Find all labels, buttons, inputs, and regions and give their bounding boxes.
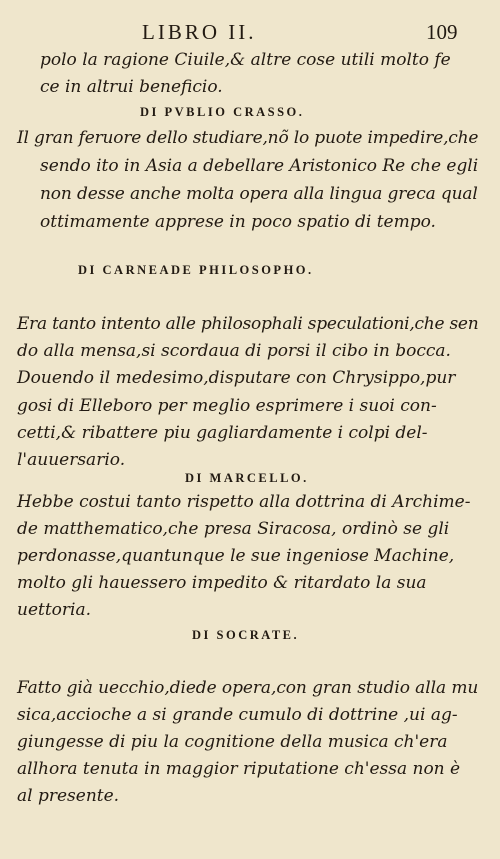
text-line: gosi di Elleboro per meglio esprimere i suoi con- bbox=[17, 396, 437, 416]
section-heading: DI MARCELLO. bbox=[185, 471, 309, 485]
section-heading: DI PVBLIO CRASSO. bbox=[140, 105, 305, 119]
text-line: sendo ito in Asia a debellare Aristonico Re che egli bbox=[40, 156, 479, 176]
page-header bbox=[0, 20, 500, 50]
text-line: l'auuersario. bbox=[17, 450, 126, 470]
page-number: 109 bbox=[426, 20, 458, 44]
text-line: de matthematico,che presa Siracosa, ordinò se gli bbox=[17, 519, 450, 539]
text-line: Il gran feruore dello studiare,nõ lo puote impedire,che bbox=[17, 128, 479, 148]
text-line: cetti,& ribattere piu gagliardamente i colpi del- bbox=[17, 423, 428, 443]
section-heading: DI SOCRATE. bbox=[192, 628, 300, 642]
text-line: Fatto già uecchio,diede opera,con gran studio alla mu bbox=[17, 678, 479, 698]
text-line: Hebbe costui tanto rispetto alla dottrina di Archime- bbox=[17, 492, 471, 512]
text-line: non desse anche molta opera alla lingua greca qual bbox=[40, 184, 478, 204]
text-line: al presente. bbox=[17, 786, 120, 806]
text-line: allhora tenuta in maggior riputatione ch'essa non è bbox=[17, 759, 461, 779]
text-line: ce in altrui beneficio. bbox=[40, 77, 223, 97]
text-line: sica,accioche a si grande cumulo di dottrine ,ui ag- bbox=[17, 705, 458, 725]
section-heading: DI CARNEADE PHILOSOPHO. bbox=[78, 263, 314, 277]
text-line: do alla mensa,si scordaua di porsi il cibo in bocca. bbox=[17, 341, 451, 361]
running-head: LIBRO II. bbox=[142, 20, 257, 44]
text-line: giungesse di piu la cognitione della musica ch'era bbox=[17, 732, 448, 752]
text-line: Douendo il medesimo,disputare con Chrysippo,pur bbox=[17, 368, 456, 388]
text-line: perdonasse,quantunque le sue ingeniose Machine, bbox=[17, 546, 455, 566]
text-line: polo la ragione Ciuile,& altre cose utili molto fe bbox=[40, 50, 451, 70]
text-line: ottimamente apprese in poco spatio di tempo. bbox=[40, 212, 436, 232]
text-line: Era tanto intento alle philosophali speculationi,che sen bbox=[17, 314, 479, 334]
text-line: molto gli hauessero impedito & ritardato la sua bbox=[17, 573, 427, 593]
text-line: uettoria. bbox=[17, 600, 92, 620]
